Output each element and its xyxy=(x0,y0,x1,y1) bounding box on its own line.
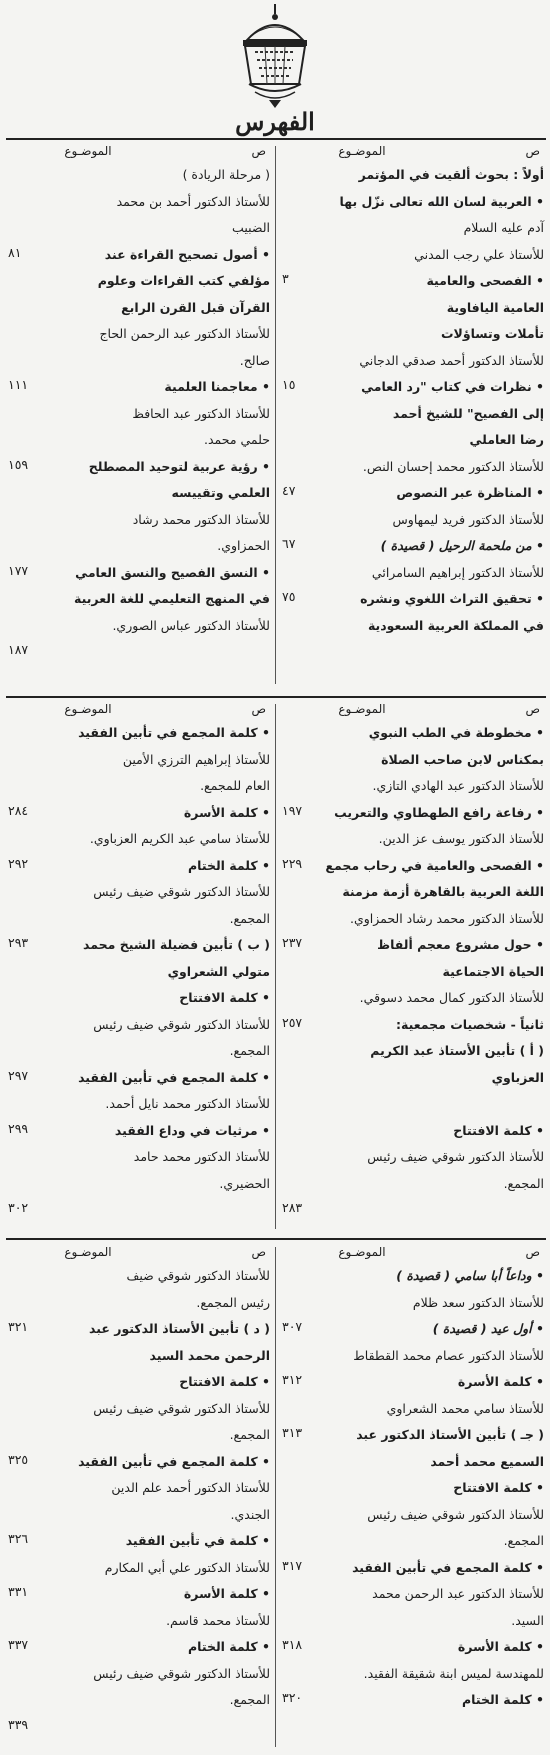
toc-page-number: ٣٣١ xyxy=(8,1584,29,1599)
toc-entry-line: رئيس المجمع. xyxy=(196,1294,270,1310)
lantern-emblem-icon xyxy=(225,0,325,110)
toc-entry-line: صالح. xyxy=(239,352,270,368)
column-header xyxy=(8,142,270,160)
toc-page-number: ١٩٧ xyxy=(282,802,303,818)
header-topic-label: الموضـوع xyxy=(64,702,112,716)
toc-entry-line: • كلمة الختام xyxy=(188,857,270,873)
toc-entry-line: • كلمة الأسرة xyxy=(457,1374,544,1389)
toc-entry-line: • كلمة الختام xyxy=(462,1692,544,1707)
toc-entry-line: للأستاذ الدكتور أحمد صدقي الدجاني xyxy=(359,352,544,368)
toc-entry-line: • النسق الفصيح والنسق العامي xyxy=(75,564,270,580)
toc-page-number: ٣٢٠ xyxy=(282,1690,303,1705)
toc-entry-line: العلمي وتقييسه xyxy=(171,485,270,500)
toc-page-number: ٣٣٩ xyxy=(8,1716,29,1732)
toc-page-number: ٦٧ xyxy=(282,536,296,551)
toc-entry-line: السيد. xyxy=(511,1612,544,1628)
toc-entry-line: للأستاذ سامي محمد الشعراوي xyxy=(386,1400,544,1416)
toc-entry-line: للأستاذ الدكتور عصام محمد القطقاط xyxy=(353,1347,544,1363)
toc-entry-line: للأستاذ الدكتور محمد رشاد الحمزاوي. xyxy=(349,910,544,926)
header-topic-label: الموضـوع xyxy=(338,702,386,716)
toc-entry-line: الضبيب xyxy=(232,220,270,235)
column-header xyxy=(282,142,544,160)
toc-column-left xyxy=(8,1263,270,1732)
toc-entry xyxy=(282,1687,544,1714)
header-page-label: ص xyxy=(525,144,540,158)
toc-entry-line: للأستاذ الدكتور فريد ليمهاوس xyxy=(392,511,544,527)
toc-entry-line: • الفصحى والعامية xyxy=(426,273,544,288)
toc-entry-line: للأستاذ الدكتور شوقي ضيف رئيس xyxy=(93,884,270,899)
toc-entry-line: • مخطوطة في الطب النبوي xyxy=(368,725,544,740)
toc-entry xyxy=(282,1118,544,1215)
toc-column-left xyxy=(8,162,270,657)
toc-entry-line: العزباوي xyxy=(491,1069,544,1085)
toc-entry-line: • كلمة الأسرة xyxy=(457,1639,544,1654)
header-page-label: ص xyxy=(525,1245,540,1259)
toc-entry-line: للأستاذ الدكتور عباس الصوري. xyxy=(112,617,270,633)
toc-page-number: ٢٨٤ xyxy=(8,802,29,818)
toc-page-number: ٢٨٣ xyxy=(282,1200,303,1215)
header-topic-label: الموضـوع xyxy=(338,1245,386,1259)
toc-entry-line: السميع محمد أحمد xyxy=(430,1453,544,1469)
column-header xyxy=(282,700,544,718)
header-page-label: ص xyxy=(525,702,540,716)
toc-entry-line: • كلمة الافتتاح xyxy=(453,1122,544,1138)
toc-entry-line: تأملات وتساؤلات xyxy=(440,326,544,341)
toc-entry xyxy=(8,932,270,985)
toc-page-number: ٢٩٩ xyxy=(8,1120,29,1136)
toc-page-number: ١٧٧ xyxy=(8,562,29,578)
toc-entry-line: للأستاذ علي رجب المدني xyxy=(414,246,544,262)
header-topic-label: الموضـوع xyxy=(64,1245,112,1259)
toc-entry-line: للأستاذ الدكتور محمد إحسان النص. xyxy=(362,458,544,474)
toc-page-number: ٣٢٥ xyxy=(8,1451,29,1467)
toc-entry-line: للأستاذ الدكتور كمال محمد دسوقي. xyxy=(359,990,544,1005)
toc-entry xyxy=(8,1316,270,1369)
toc-entry-line: للأستاذ الدكتور شوقي ضيف xyxy=(126,1268,270,1283)
toc-entry-line: • كلمة الختام xyxy=(188,1639,270,1654)
toc-entry-line: • حول مشروع معجم ألفاظ xyxy=(377,937,544,952)
toc-entry-line: آدم عليه السلام xyxy=(463,220,544,235)
toc-entry-line: • رؤية عربية لتوحيد المصطلح xyxy=(88,458,270,474)
toc-entry-line: • كلمة المجمع في تأبين الفقيد xyxy=(78,725,270,740)
toc-entry-line: للأستاذ سامي عبد الكريم العزباوي. xyxy=(89,831,270,846)
toc-entry-line: الرحمن محمد السيد xyxy=(149,1347,270,1363)
header-page-label: ص xyxy=(251,702,266,716)
toc-entry-line: العام للمجمع. xyxy=(200,778,270,793)
toc-page-number: ١١١ xyxy=(8,377,29,392)
section-rule xyxy=(6,696,546,698)
toc-entry-line: أولاً : بحوث ألقيت في المؤتمر xyxy=(358,167,544,182)
toc-entry-line: القرآن قبل القرن الرابع xyxy=(121,299,270,315)
toc-entry xyxy=(282,586,544,639)
toc-entry-line: • كلمة الافتتاح xyxy=(179,1374,270,1389)
toc-page-number: ٨١ xyxy=(8,244,22,260)
toc-entry xyxy=(8,1634,270,1732)
toc-entry-line: ( جـ ) تأبين الأستاذ الدكتور عبد xyxy=(356,1427,544,1442)
title-rule xyxy=(6,138,546,140)
toc-entry-line: للأستاذ الدكتور شوقي ضيف رئيس xyxy=(93,1016,270,1032)
page-title: الفهرس xyxy=(235,107,315,136)
toc-page-number: ٣٢١ xyxy=(8,1319,29,1334)
toc-entry-line: المجمع. xyxy=(229,1427,270,1442)
toc-page-number: ٣٠٧ xyxy=(282,1319,303,1334)
toc-entry-line: • نظرات في كتاب "رد العامي xyxy=(361,379,544,394)
toc-entry-line: للأستاذ الدكتور شوقي ضيف رئيس xyxy=(93,1400,270,1416)
toc-page-number: ٢٢٩ xyxy=(282,855,303,871)
toc-entry-line: • العربية لسان الله تعالى نزّل بها xyxy=(339,193,544,209)
toc-entry-line: ( مرحلة الريادة ) xyxy=(182,167,270,182)
column-divider xyxy=(275,704,276,1229)
toc-page-number: ٣٠٢ xyxy=(8,1200,29,1215)
toc-entry-line: مؤلفي كتب القراءات وعلوم xyxy=(97,273,270,288)
toc-entry-line: حلمي محمد. xyxy=(203,432,270,447)
toc-entry-line: للأستاذ الدكتور سعد ظلام xyxy=(412,1294,544,1310)
toc-entry-line: الجندي. xyxy=(230,1506,270,1522)
header-page-label: ص xyxy=(251,1245,266,1259)
toc-page-number: ٣٢٦ xyxy=(8,1531,29,1546)
toc-entry-line: • كلمة المجمع في تأبين الفقيد xyxy=(352,1559,544,1575)
toc-page-number: ٢٥٧ xyxy=(282,1014,303,1030)
toc-entry-line: • معاجمنا العلمية xyxy=(164,379,270,394)
header-topic-label: الموضـوع xyxy=(338,144,386,158)
toc-entry xyxy=(8,560,270,657)
toc-entry-line: الحمزاوي. xyxy=(217,538,270,553)
toc-entry-line: المجمع. xyxy=(229,1692,270,1707)
toc-entry-line: • المناظرة عبر النصوص xyxy=(396,485,544,500)
toc-entry-line: للأستاذ الدكتور علي أبي المكارم xyxy=(104,1559,270,1575)
toc-entry-line: • كلمة الأسرة xyxy=(183,804,270,820)
toc-entry-line: للأستاذ الدكتور محمد نايل أحمد. xyxy=(105,1096,270,1111)
toc-page-number: ٢٩٣ xyxy=(8,935,29,950)
toc-entry-line: • وداعاً أبا سامي ( قصيدة ) xyxy=(396,1268,544,1283)
toc-page-number: ٣١٢ xyxy=(282,1372,303,1387)
toc-entry-line: اللغة العربية بالقاهرة أزمة مزمنة xyxy=(342,884,544,899)
toc-entry-line: للأستاذ الدكتور أحمد بن محمد xyxy=(116,193,270,209)
toc-page-number: ٣١٧ xyxy=(282,1557,303,1573)
toc-entry-line: للمهندسة لميس ابنة شقيقة الفقيد. xyxy=(363,1665,544,1681)
toc-page-number: ١٨٧ xyxy=(8,642,29,657)
toc-page-number: ٤٧ xyxy=(282,483,296,498)
toc-entry-line: في المنهج التعليمي للغة العربية xyxy=(74,591,270,606)
toc-column-right xyxy=(282,1263,544,1714)
header-page-label: ص xyxy=(251,144,266,158)
toc-entry-line: • مرثيات في وداع الفقيد xyxy=(114,1122,270,1138)
toc-column-left xyxy=(8,720,270,1215)
toc-entry-line: متولي الشعراوي xyxy=(167,963,270,979)
toc-entry-line: الحياة الاجتماعية xyxy=(442,963,544,979)
toc-entry-line: للأستاذ محمد قاسم. xyxy=(166,1612,270,1628)
toc-page-number: ٢٩٧ xyxy=(8,1067,29,1083)
toc-entry-line: للأستاذ الدكتور شوقي ضيف رئيس xyxy=(367,1506,544,1522)
toc-entry-line: للأستاذ الدكتور عبد الرحمن محمد xyxy=(372,1586,544,1601)
column-divider xyxy=(275,1247,276,1747)
toc-entry-line: للأستاذ الدكتور عبد الرحمن الحاج xyxy=(99,326,270,341)
toc-entry-line: • من ملحمة الرحيل ( قصيدة ) xyxy=(380,538,544,553)
toc-entry-line: للأستاذ الدكتور إبراهيم السامرائي xyxy=(371,564,544,580)
column-header xyxy=(8,1243,270,1261)
toc-entry xyxy=(282,162,544,189)
toc-entry-line: • كلمة المجمع في تأبين الفقيد xyxy=(78,1453,270,1469)
toc-entry-line: للأستاذ الدكتور محمد حامد xyxy=(133,1149,270,1164)
toc-page-number: ٣١٣ xyxy=(282,1425,303,1440)
toc-entry-line: • كلمة المجمع في تأبين الفقيد xyxy=(78,1069,270,1085)
toc-entry xyxy=(282,1012,544,1118)
toc-column-right xyxy=(282,162,544,639)
toc-page-number: ٣٣٧ xyxy=(8,1637,29,1652)
toc-entry-line: رضا العاملي xyxy=(469,432,544,447)
toc-entry-line: • تحقيق التراث اللغوي ونشره xyxy=(360,591,544,606)
toc-page-number: ٣١٨ xyxy=(282,1637,303,1652)
toc-page-number: ٧٥ xyxy=(282,589,296,604)
toc-column-right xyxy=(282,720,544,1215)
toc-page-number: ٢٣٧ xyxy=(282,935,303,950)
toc-entry-line xyxy=(282,1091,544,1118)
column-header xyxy=(282,1243,544,1261)
toc-entry-line: للأستاذ الدكتور شوقي ضيف رئيس xyxy=(93,1665,270,1681)
header-topic-label: الموضـوع xyxy=(64,144,112,158)
toc-entry-line: • كلمة الأسرة xyxy=(183,1586,270,1601)
toc-entry-line: للأستاذ الدكتور عبد الحافظ xyxy=(132,405,270,421)
toc-entry-line: إلى الفصيح" للشيخ أحمد xyxy=(392,405,544,421)
column-header xyxy=(8,700,270,718)
toc-entry-line: المجمع. xyxy=(229,910,270,926)
toc-entry-line: الحضيري. xyxy=(219,1175,270,1191)
toc-entry-line: • كلمة الافتتاح xyxy=(453,1480,544,1495)
toc-entry-line: • رفاعة رافع الطهطاوي والتعريب xyxy=(334,804,544,820)
toc-entry-line: ( ب ) تأبين فضيلة الشيخ محمد xyxy=(83,937,270,952)
toc-entry-line: • أول عيد ( قصيدة ) xyxy=(432,1321,544,1336)
toc-entry-line: ثانياً - شخصيات مجمعية: xyxy=(396,1016,544,1032)
toc-entry-line: ( د ) تأبين الأستاذ الدكتور عبد xyxy=(89,1321,270,1336)
toc-page-number: ٣ xyxy=(282,271,289,286)
toc-entry xyxy=(282,1422,544,1475)
toc-entry-line: ( أ ) تأبين الأستاذ عبد الكريم xyxy=(370,1043,544,1058)
toc-entry-line: المجمع. xyxy=(503,1175,544,1191)
toc-page-number: ١٥ xyxy=(282,377,296,392)
toc-entry xyxy=(8,1118,270,1215)
toc-entry-line: في المملكة العربية السعودية xyxy=(367,617,544,633)
toc-entry-line: • كلمة في تأبين الفقيد xyxy=(125,1533,270,1548)
toc-entry-line: للأستاذ الدكتور أحمد علم الدين xyxy=(111,1480,270,1495)
toc-entry-line: • الفصحى والعامية في رحاب مجمع xyxy=(325,857,544,873)
toc-page-number: ١٥٩ xyxy=(8,456,29,472)
toc-entry-line: للأستاذ إبراهيم الترزي الأمين xyxy=(122,751,270,767)
column-divider xyxy=(275,146,276,684)
toc-page-number: ٢٩٢ xyxy=(8,855,29,871)
toc-entry-line: للأستاذ الدكتور محمد رشاد xyxy=(132,511,270,527)
toc-entry-line: • أصول تصحيح القراءة عند xyxy=(104,246,270,262)
toc-entry-line: للأستاذ الدكتور يوسف عز الدين. xyxy=(378,831,544,846)
toc-entry-line: بمكناس لابن صاحب الصلاة xyxy=(381,751,544,767)
toc-entry-line: • كلمة الافتتاح xyxy=(179,990,270,1005)
toc-entry-line: العامية اليافاوية xyxy=(446,299,544,315)
toc-entry-line: المجمع. xyxy=(229,1043,270,1058)
toc-entry-line: للأستاذ الدكتور عبد الهادي التازي. xyxy=(372,778,544,793)
toc-entry-line: للأستاذ الدكتور شوقي ضيف رئيس xyxy=(367,1149,544,1164)
section-rule xyxy=(6,1238,546,1240)
toc-entry-line: المجمع. xyxy=(503,1533,544,1548)
